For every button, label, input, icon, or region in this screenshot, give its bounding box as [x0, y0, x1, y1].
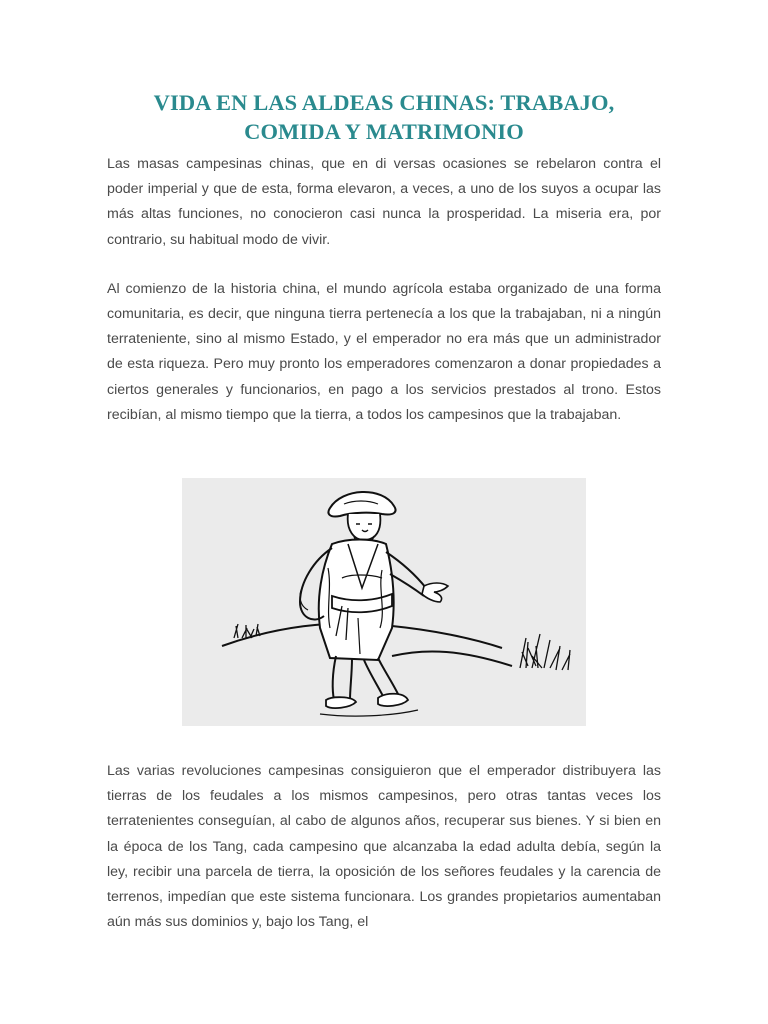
- document-body: [107, 88, 661, 428]
- paragraph-2: Al comienzo de la historia china, el mundo agrícola estaba organizado de una forma comunitaria, es decir, que ninguna tierra pertenecía a los que la trabajaban, ni a ningún terrateniente, sino al mismo Estado, y el emperador no era más que un administrador de esta riqueza. Pero muy pronto los emperadores comenzaron a donar propiedades a ciertos generales y funcionarios, en pago a los servicios prestados al trono. Estos recibían, al mismo tiempo que la tierra, a todos los campesinos que la trabajaban.: [107, 280, 661, 423]
- peasant-illustration: [182, 478, 586, 726]
- title-line-2: COMIDA Y MATRIMONIO: [244, 119, 524, 144]
- peasant-illustration-icon: [182, 478, 586, 726]
- page-title: [107, 88, 661, 146]
- title-line-1: VIDA EN LAS ALDEAS CHINAS: TRABAJO,: [153, 90, 615, 115]
- paragraph-1: Las masas campesinas chinas, que en di versas ocasiones se rebelaron contra el poder imperial y que de esta, forma elevaron, a veces, a uno de los suyos a ocupar las más altas funciones, no conocieron casi nunca la prosperidad. La miseria era, por contrario, su habitual modo de vivir.: [107, 156, 661, 248]
- paragraph-3: Las varias revoluciones campesinas consiguieron que el emperador distribuyera las tierras de los feudales a los mismos campesinos, pero otras tantas veces los terratenientes conseguían, al cabo de algunos años, recuperar sus bienes. Y si bien en la época de los Tang, cada campesino que alcanzaba la edad adulta debía, según la ley, recibir una parcela de tierra, la oposición de los señores feudales y la carencia de terrenos, impedían que este sistema funcionara. Los grandes propietarios aumentaban aún más sus dominios y, bajo los Tang, el: [107, 763, 661, 931]
